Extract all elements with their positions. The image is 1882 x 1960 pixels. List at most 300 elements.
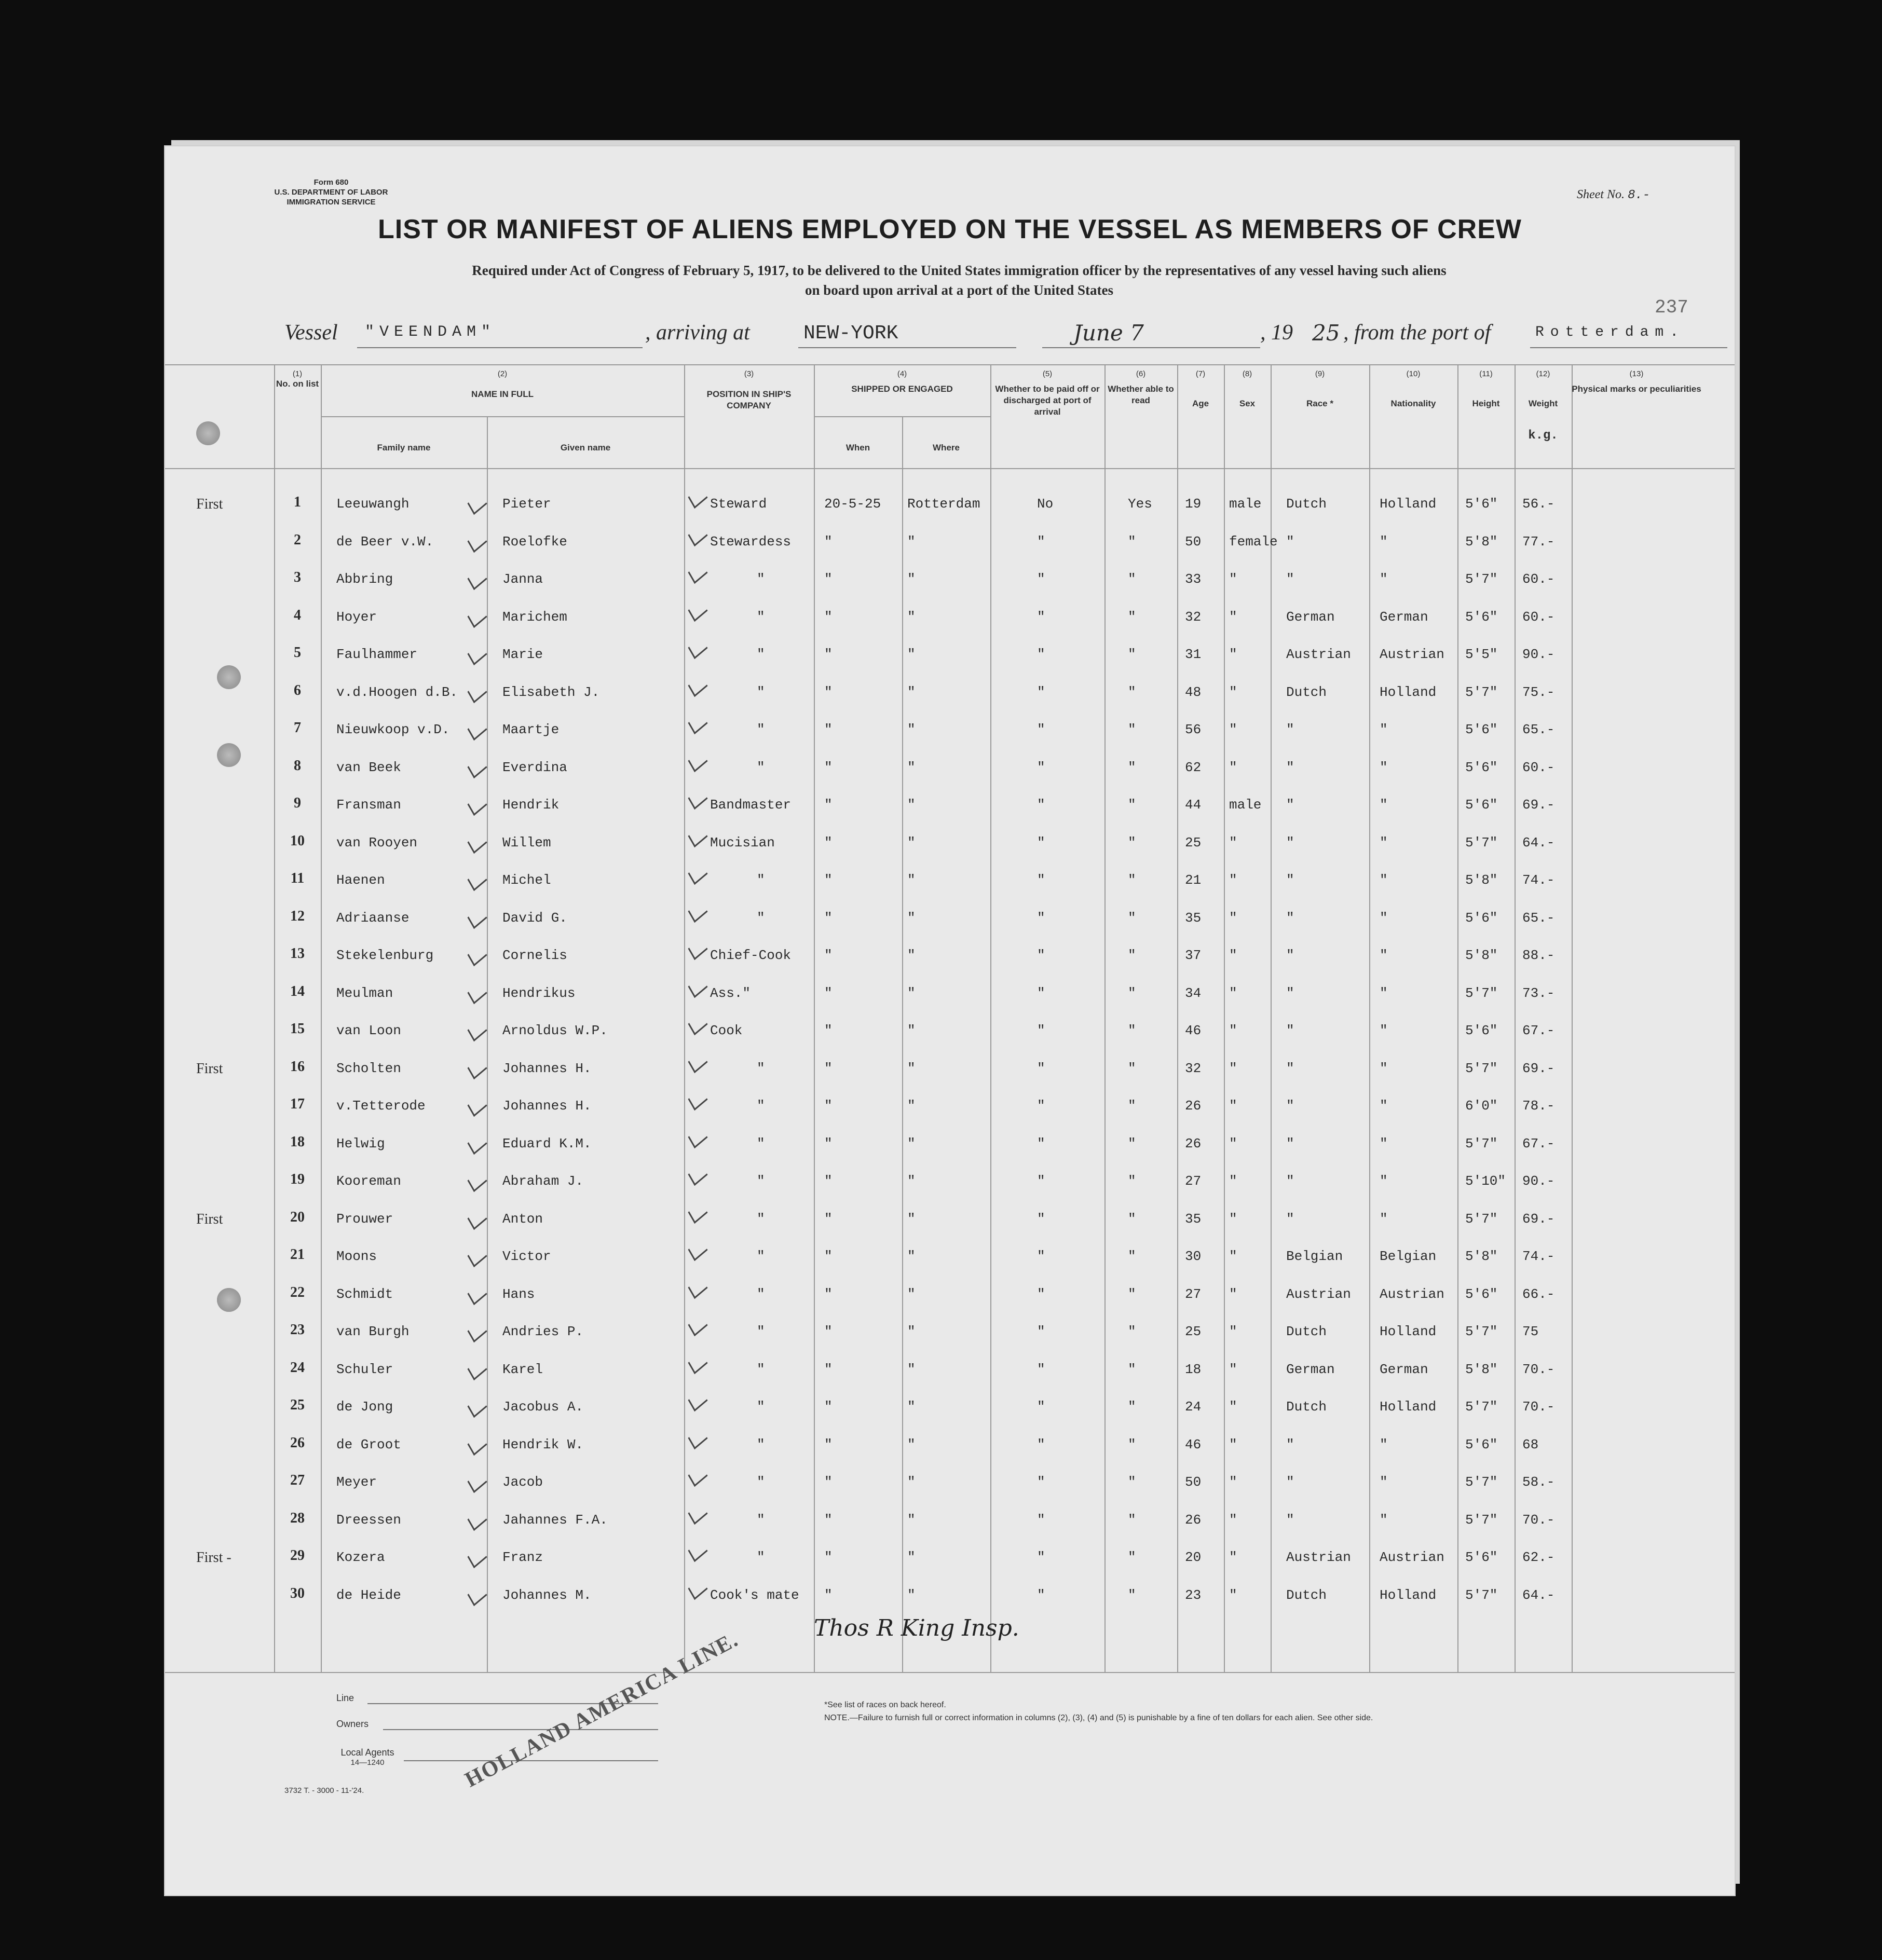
cell-position: " bbox=[757, 1361, 765, 1377]
cell-nationality: " bbox=[1380, 834, 1388, 851]
cell-age: 50 bbox=[1185, 533, 1202, 550]
cell-height: 5'6" bbox=[1465, 1023, 1498, 1038]
cell-age: 62 bbox=[1185, 759, 1202, 775]
cell-shipped-where: " bbox=[907, 759, 916, 775]
cell-family-name: v.d.Hoogen d.B. bbox=[336, 684, 458, 700]
cell-age: 21 bbox=[1185, 872, 1202, 888]
cell-paid-off: " bbox=[1037, 985, 1045, 1001]
cell-position: " bbox=[757, 1474, 765, 1490]
cell-paid-off: " bbox=[1037, 759, 1045, 775]
cell-position: " bbox=[757, 1436, 765, 1452]
cell-height: 6'0" bbox=[1465, 1098, 1498, 1114]
cell-shipped-when: " bbox=[824, 609, 833, 625]
cell-given-name: Johannes H. bbox=[502, 1060, 592, 1076]
cell-age: 19 bbox=[1185, 496, 1202, 512]
checkmark-icon bbox=[468, 1282, 487, 1305]
checkmark-icon bbox=[688, 1389, 708, 1411]
cell-paid-off: " bbox=[1037, 571, 1045, 587]
cell-shipped-where: " bbox=[907, 985, 916, 1001]
cell-shipped-where: " bbox=[907, 1173, 916, 1189]
cell-age: 46 bbox=[1185, 1436, 1202, 1452]
checkmark-icon bbox=[688, 674, 708, 696]
cell-paid-off: " bbox=[1037, 948, 1045, 963]
cell-given-name: Marichem bbox=[502, 609, 567, 625]
cell-age: 18 bbox=[1185, 1361, 1202, 1377]
header-family-name: Family name bbox=[377, 443, 431, 453]
checkmark-icon bbox=[688, 1540, 708, 1562]
cell-height: 5'7" bbox=[1465, 1324, 1498, 1339]
cell-weight: 77.- bbox=[1522, 533, 1555, 550]
row-number: 16 bbox=[290, 1058, 305, 1075]
cell-race: " bbox=[1286, 1173, 1294, 1189]
punch-hole bbox=[217, 743, 241, 767]
cell-height: 5'8" bbox=[1465, 1249, 1498, 1264]
cell-nationality: " bbox=[1380, 1211, 1388, 1227]
cell-nationality: " bbox=[1380, 948, 1388, 963]
cell-shipped-where: " bbox=[907, 684, 916, 700]
cell-position: " bbox=[757, 1135, 765, 1152]
header-given-name: Given name bbox=[560, 443, 611, 453]
cell-position: " bbox=[757, 1249, 765, 1264]
header-race: (9) Race * bbox=[1306, 369, 1333, 408]
cell-height: 5'10" bbox=[1465, 1173, 1506, 1189]
cell-family-name: Moons bbox=[336, 1249, 377, 1264]
cell-position: Steward bbox=[710, 496, 767, 512]
cell-height: 5'7" bbox=[1465, 1512, 1498, 1528]
checkmark-icon bbox=[468, 605, 487, 627]
cell-weight: 62.- bbox=[1522, 1550, 1555, 1565]
cell-paid-off: " bbox=[1037, 1587, 1045, 1603]
cell-nationality: " bbox=[1380, 1512, 1388, 1528]
cell-position: " bbox=[757, 647, 765, 662]
cell-nationality: " bbox=[1380, 872, 1388, 888]
checkmark-icon bbox=[688, 825, 708, 847]
cell-race: " bbox=[1286, 948, 1294, 963]
cell-family-name: Schmidt bbox=[336, 1286, 393, 1302]
cell-family-name: Abbring bbox=[336, 571, 393, 587]
cell-shipped-where: " bbox=[907, 1060, 916, 1076]
cell-given-name: Hendrik bbox=[502, 797, 560, 813]
cell-race: " bbox=[1286, 797, 1294, 813]
cell-race: " bbox=[1286, 1135, 1294, 1152]
cell-height: 5'6" bbox=[1465, 797, 1498, 813]
cell-shipped-where: " bbox=[907, 647, 916, 662]
cell-able-to-read: " bbox=[1128, 1550, 1136, 1565]
cell-weight: 74.- bbox=[1522, 1249, 1555, 1264]
cell-family-name: Schuler bbox=[336, 1361, 393, 1377]
cell-height: 5'7" bbox=[1465, 1135, 1498, 1152]
cell-shipped-when: 20-5-25 bbox=[824, 496, 881, 512]
cell-age: 35 bbox=[1185, 1211, 1202, 1227]
checkmark-icon bbox=[468, 906, 487, 928]
cell-shipped-when: " bbox=[824, 759, 833, 775]
header-nationality: (10) Nationality bbox=[1390, 369, 1436, 408]
cell-able-to-read: " bbox=[1128, 1249, 1136, 1264]
cell-given-name: Johannes H. bbox=[502, 1098, 592, 1114]
cell-shipped-when: " bbox=[824, 1361, 833, 1377]
cell-age: 26 bbox=[1185, 1098, 1202, 1114]
header-able-to-read: (6) Whether able to read bbox=[1108, 369, 1174, 405]
cell-height: 5'6" bbox=[1465, 759, 1498, 775]
checkmark-icon bbox=[688, 712, 708, 734]
cell-able-to-read: " bbox=[1128, 1060, 1136, 1076]
cell-shipped-where: " bbox=[907, 1324, 916, 1339]
cell-given-name: Hendrikus bbox=[502, 985, 576, 1001]
cell-shipped-when: " bbox=[824, 1173, 833, 1189]
cell-age: 32 bbox=[1185, 609, 1202, 625]
row-number: 6 bbox=[294, 682, 301, 698]
checkmark-icon bbox=[468, 1508, 487, 1530]
cell-able-to-read: " bbox=[1128, 1023, 1136, 1038]
cell-paid-off: " bbox=[1037, 609, 1045, 625]
header-paid-off: (5) Whether to be paid off or discharged at port of arrival bbox=[995, 369, 1100, 417]
cell-given-name: Roelofke bbox=[502, 533, 567, 550]
cell-height: 5'7" bbox=[1465, 1399, 1498, 1415]
inspector-signature: Thos R King Insp. bbox=[814, 1615, 1019, 1641]
cell-shipped-when: " bbox=[824, 1135, 833, 1152]
cell-shipped-where: " bbox=[907, 571, 916, 587]
cell-shipped-when: " bbox=[824, 872, 833, 888]
vessel-name: "VEENDAM" bbox=[365, 323, 496, 341]
cell-shipped-when: " bbox=[824, 1211, 833, 1227]
cell-weight: 88.- bbox=[1522, 948, 1555, 963]
cell-race: " bbox=[1286, 1023, 1294, 1038]
cell-nationality: " bbox=[1380, 1474, 1388, 1490]
cell-paid-off: " bbox=[1037, 1211, 1045, 1227]
checkmark-icon bbox=[688, 1427, 708, 1449]
cell-able-to-read: " bbox=[1128, 910, 1136, 926]
header-where: Where bbox=[933, 443, 960, 453]
cell-able-to-read: " bbox=[1128, 722, 1136, 737]
cell-nationality: Belgian bbox=[1380, 1249, 1437, 1264]
cell-sex: " bbox=[1229, 684, 1237, 700]
cell-family-name: de Beer v.W. bbox=[336, 533, 434, 550]
cell-height: 5'7" bbox=[1465, 1211, 1498, 1227]
cell-age: 24 bbox=[1185, 1399, 1202, 1415]
row-number: 2 bbox=[294, 531, 301, 548]
cell-weight: 75.- bbox=[1522, 684, 1555, 700]
cell-paid-off: " bbox=[1037, 1098, 1045, 1114]
cell-sex: " bbox=[1229, 872, 1237, 888]
cell-shipped-where: " bbox=[907, 1587, 916, 1603]
cell-shipped-when: " bbox=[824, 684, 833, 700]
cell-paid-off: " bbox=[1037, 1023, 1045, 1038]
cell-shipped-where: " bbox=[907, 722, 916, 737]
cell-position: " bbox=[757, 1211, 765, 1227]
checkmark-icon bbox=[688, 1013, 708, 1035]
checkmark-icon bbox=[688, 561, 708, 584]
checkmark-icon bbox=[468, 643, 487, 665]
cell-sex: " bbox=[1229, 1399, 1237, 1415]
cell-family-name: Helwig bbox=[336, 1135, 385, 1152]
cell-given-name: Victor bbox=[502, 1249, 551, 1264]
checkmark-icon bbox=[688, 938, 708, 960]
cell-race: " bbox=[1286, 834, 1294, 851]
cell-position: " bbox=[757, 1550, 765, 1565]
cell-race: Austrian bbox=[1286, 647, 1351, 662]
cell-age: 27 bbox=[1185, 1286, 1202, 1302]
cell-weight: 69.- bbox=[1522, 1060, 1555, 1076]
cell-shipped-where: " bbox=[907, 1361, 916, 1377]
cell-paid-off: " bbox=[1037, 1324, 1045, 1339]
cell-shipped-where: " bbox=[907, 1286, 916, 1302]
cell-height: 5'6" bbox=[1465, 609, 1498, 625]
checkmark-icon bbox=[468, 1207, 487, 1229]
cell-given-name: Jahannes F.A. bbox=[502, 1512, 608, 1528]
cell-height: 5'7" bbox=[1465, 1060, 1498, 1076]
checkmark-icon bbox=[688, 1163, 708, 1186]
cell-position: Chief-Cook bbox=[710, 948, 792, 963]
row-number: 18 bbox=[290, 1133, 305, 1150]
row-number: 14 bbox=[290, 983, 305, 999]
cell-weight: 60.- bbox=[1522, 571, 1555, 587]
row-number: 5 bbox=[294, 645, 301, 661]
cell-family-name: Stekelenburg bbox=[336, 948, 434, 963]
cell-height: 5'8" bbox=[1465, 872, 1498, 888]
cell-shipped-where: " bbox=[907, 1098, 916, 1114]
cell-able-to-read: " bbox=[1128, 834, 1136, 851]
row-number: 9 bbox=[294, 795, 301, 811]
cell-family-name: Adriaanse bbox=[336, 910, 410, 926]
cell-given-name: Andries P. bbox=[502, 1324, 584, 1339]
cell-nationality: " bbox=[1380, 985, 1388, 1001]
header-sex: (8) Sex bbox=[1239, 369, 1256, 408]
requirement-text bbox=[310, 261, 1608, 300]
cell-margin-note: First - bbox=[196, 1550, 231, 1566]
cell-family-name: Meulman bbox=[336, 985, 393, 1001]
cell-family-name: Prouwer bbox=[336, 1211, 393, 1227]
cell-age: 26 bbox=[1185, 1135, 1202, 1152]
form-identifier bbox=[269, 177, 393, 207]
cell-given-name: Franz bbox=[502, 1550, 543, 1565]
year-suffix: 25 bbox=[1312, 320, 1340, 346]
cell-sex: " bbox=[1229, 1173, 1237, 1189]
cell-family-name: Fransman bbox=[336, 797, 401, 813]
cell-nationality: Holland bbox=[1380, 496, 1437, 512]
cell-able-to-read: " bbox=[1128, 1286, 1136, 1302]
cell-race: Dutch bbox=[1286, 496, 1327, 512]
cell-shipped-when: " bbox=[824, 910, 833, 926]
row-number: 10 bbox=[290, 832, 305, 849]
owners-label: Owners bbox=[336, 1719, 369, 1729]
cell-age: 50 bbox=[1185, 1474, 1202, 1490]
cell-race: Belgian bbox=[1286, 1249, 1343, 1264]
cell-given-name: Cornelis bbox=[502, 948, 567, 963]
cell-sex: " bbox=[1229, 1286, 1237, 1302]
cell-able-to-read: " bbox=[1128, 1587, 1136, 1603]
cell-shipped-where: " bbox=[907, 609, 916, 625]
cell-family-name: de Jong bbox=[336, 1399, 393, 1415]
cell-given-name: Hans bbox=[502, 1286, 535, 1302]
cell-nationality: Austrian bbox=[1380, 1550, 1444, 1565]
cell-sex: " bbox=[1229, 1098, 1237, 1114]
cell-paid-off: " bbox=[1037, 1550, 1045, 1565]
cell-paid-off: No bbox=[1037, 496, 1054, 512]
cell-shipped-when: " bbox=[824, 1587, 833, 1603]
cell-family-name: Kooreman bbox=[336, 1173, 401, 1189]
cell-able-to-read: " bbox=[1128, 1512, 1136, 1528]
cell-nationality: " bbox=[1380, 797, 1388, 813]
cell-given-name: Maartje bbox=[502, 722, 560, 737]
cell-weight: 67.- bbox=[1522, 1135, 1555, 1152]
cell-able-to-read: " bbox=[1128, 759, 1136, 775]
cell-sex: male bbox=[1229, 797, 1262, 813]
checkmark-icon bbox=[688, 1351, 708, 1374]
cell-sex: male bbox=[1229, 496, 1262, 512]
cell-height: 5'7" bbox=[1465, 684, 1498, 700]
cell-race: " bbox=[1286, 910, 1294, 926]
cell-position: " bbox=[757, 1286, 765, 1302]
row-number: 12 bbox=[290, 908, 305, 924]
cell-race: German bbox=[1286, 609, 1335, 625]
checkmark-icon bbox=[688, 1502, 708, 1524]
cell-position: " bbox=[757, 759, 765, 775]
checkmark-icon bbox=[688, 787, 708, 810]
cell-position: " bbox=[757, 1060, 765, 1076]
cell-race: Austrian bbox=[1286, 1286, 1351, 1302]
cell-height: 5'7" bbox=[1465, 571, 1498, 587]
cell-sex: " bbox=[1229, 948, 1237, 963]
cell-sex: " bbox=[1229, 1361, 1237, 1377]
cell-nationality: " bbox=[1380, 1436, 1388, 1452]
cell-paid-off: " bbox=[1037, 533, 1045, 550]
cell-age: 31 bbox=[1185, 647, 1202, 662]
cell-able-to-read: " bbox=[1128, 1098, 1136, 1114]
cell-family-name: Scholten bbox=[336, 1060, 401, 1076]
cell-given-name: Janna bbox=[502, 571, 543, 587]
cell-position: " bbox=[757, 571, 765, 587]
header-shipped-engaged: (4) SHIPPED OR ENGAGED bbox=[851, 369, 953, 394]
header-age: (7) Age bbox=[1192, 369, 1209, 408]
line-label: Line bbox=[336, 1693, 354, 1703]
cell-race: Dutch bbox=[1286, 1324, 1327, 1339]
checkmark-icon bbox=[468, 1320, 487, 1342]
checkmark-icon bbox=[468, 1433, 487, 1455]
cell-position: " bbox=[757, 722, 765, 737]
checkmark-icon bbox=[468, 981, 487, 1004]
cell-height: 5'5" bbox=[1465, 647, 1498, 662]
cell-age: 32 bbox=[1185, 1060, 1202, 1076]
cell-margin-note: First bbox=[196, 1211, 223, 1227]
fine-note: NOTE.—Failure to furnish full or correct information in columns (2), (3), (4) and (5) is punishable by a fine of ten dollars for each alien. See other side. bbox=[824, 1714, 1373, 1722]
cell-family-name: Leeuwangh bbox=[336, 496, 410, 512]
cell-paid-off: " bbox=[1037, 1173, 1045, 1189]
cell-weight: 67.- bbox=[1522, 1023, 1555, 1038]
checkmark-icon bbox=[468, 1546, 487, 1568]
cell-paid-off: " bbox=[1037, 647, 1045, 662]
cell-height: 5'8" bbox=[1465, 948, 1498, 963]
cell-sex: " bbox=[1229, 1060, 1237, 1076]
cell-shipped-when: " bbox=[824, 1286, 833, 1302]
checkmark-icon bbox=[688, 1239, 708, 1261]
cell-given-name: Willem bbox=[502, 834, 551, 851]
cell-able-to-read: " bbox=[1128, 1399, 1136, 1415]
cell-sex: " bbox=[1229, 1550, 1237, 1565]
cell-nationality: Holland bbox=[1380, 1587, 1437, 1603]
row-number: 4 bbox=[294, 607, 301, 623]
cell-able-to-read: " bbox=[1128, 1436, 1136, 1452]
header-physical-marks: (13) Physical marks or peculiarities bbox=[1572, 369, 1701, 394]
row-number: 27 bbox=[290, 1472, 305, 1488]
cell-age: 27 bbox=[1185, 1173, 1202, 1189]
row-number: 26 bbox=[290, 1434, 305, 1451]
cell-nationality: Holland bbox=[1380, 1324, 1437, 1339]
header-position: (3) POSITION IN SHIP'S COMPANY bbox=[706, 369, 792, 410]
service-name: IMMIGRATION SERVICE bbox=[287, 198, 376, 207]
cell-family-name: Kozera bbox=[336, 1550, 385, 1565]
print-code: 3732 T. - 3000 - 11-'24. bbox=[284, 1786, 364, 1795]
checkmark-icon bbox=[468, 944, 487, 966]
row-number: 1 bbox=[294, 494, 301, 510]
cell-height: 5'6" bbox=[1465, 722, 1498, 737]
checkmark-icon bbox=[468, 1094, 487, 1117]
cell-age: 25 bbox=[1185, 1324, 1202, 1339]
row-number: 24 bbox=[290, 1359, 305, 1376]
cell-family-name: van Rooyen bbox=[336, 834, 418, 851]
cell-given-name: Pieter bbox=[502, 496, 551, 512]
cell-able-to-read: " bbox=[1128, 1474, 1136, 1490]
checkmark-icon bbox=[468, 680, 487, 703]
cell-age: 26 bbox=[1185, 1512, 1202, 1528]
vessel-line bbox=[284, 320, 1738, 351]
cell-height: 5'8" bbox=[1465, 1361, 1498, 1377]
cell-paid-off: " bbox=[1037, 722, 1045, 737]
cell-given-name: Johannes M. bbox=[502, 1587, 592, 1603]
cell-nationality: " bbox=[1380, 533, 1388, 550]
checkmark-icon bbox=[468, 1057, 487, 1079]
cell-able-to-read: " bbox=[1128, 1211, 1136, 1227]
cell-nationality: German bbox=[1380, 1361, 1428, 1377]
cell-able-to-read: " bbox=[1128, 872, 1136, 888]
checkmark-icon bbox=[468, 831, 487, 853]
arriving-label: , arriving at bbox=[645, 321, 750, 345]
cell-position: " bbox=[757, 1098, 765, 1114]
cell-sex: " bbox=[1229, 1249, 1237, 1264]
year-prefix: , 19 bbox=[1260, 321, 1293, 345]
cell-nationality: " bbox=[1380, 759, 1388, 775]
cell-shipped-where: " bbox=[907, 834, 916, 851]
cell-able-to-read: " bbox=[1128, 533, 1136, 550]
checkmark-icon bbox=[688, 1126, 708, 1148]
cell-weight: 90.- bbox=[1522, 1173, 1555, 1189]
cell-weight: 66.- bbox=[1522, 1286, 1555, 1302]
cell-shipped-where: " bbox=[907, 872, 916, 888]
cell-weight: 73.- bbox=[1522, 985, 1555, 1001]
cell-sex: " bbox=[1229, 1023, 1237, 1038]
cell-sex: " bbox=[1229, 759, 1237, 775]
cell-weight: 64.- bbox=[1522, 834, 1555, 851]
cell-paid-off: " bbox=[1037, 1286, 1045, 1302]
cell-race: " bbox=[1286, 533, 1294, 550]
cell-shipped-when: " bbox=[824, 533, 833, 550]
cell-shipped-when: " bbox=[824, 834, 833, 851]
cell-given-name: Eduard K.M. bbox=[502, 1135, 592, 1152]
checkmark-icon bbox=[688, 1314, 708, 1336]
cell-able-to-read: " bbox=[1128, 1173, 1136, 1189]
cell-sex: " bbox=[1229, 1436, 1237, 1452]
cell-height: 5'8" bbox=[1465, 533, 1498, 550]
cell-weight: 78.- bbox=[1522, 1098, 1555, 1114]
header-when: When bbox=[845, 443, 870, 453]
cell-shipped-when: " bbox=[824, 1399, 833, 1415]
cell-race: " bbox=[1286, 759, 1294, 775]
cell-height: 5'7" bbox=[1465, 1587, 1498, 1603]
cell-sex: " bbox=[1229, 571, 1237, 587]
cell-position: " bbox=[757, 1173, 765, 1189]
checkmark-icon bbox=[688, 1201, 708, 1223]
cell-shipped-where: " bbox=[907, 1023, 916, 1038]
checkmark-icon bbox=[468, 568, 487, 590]
